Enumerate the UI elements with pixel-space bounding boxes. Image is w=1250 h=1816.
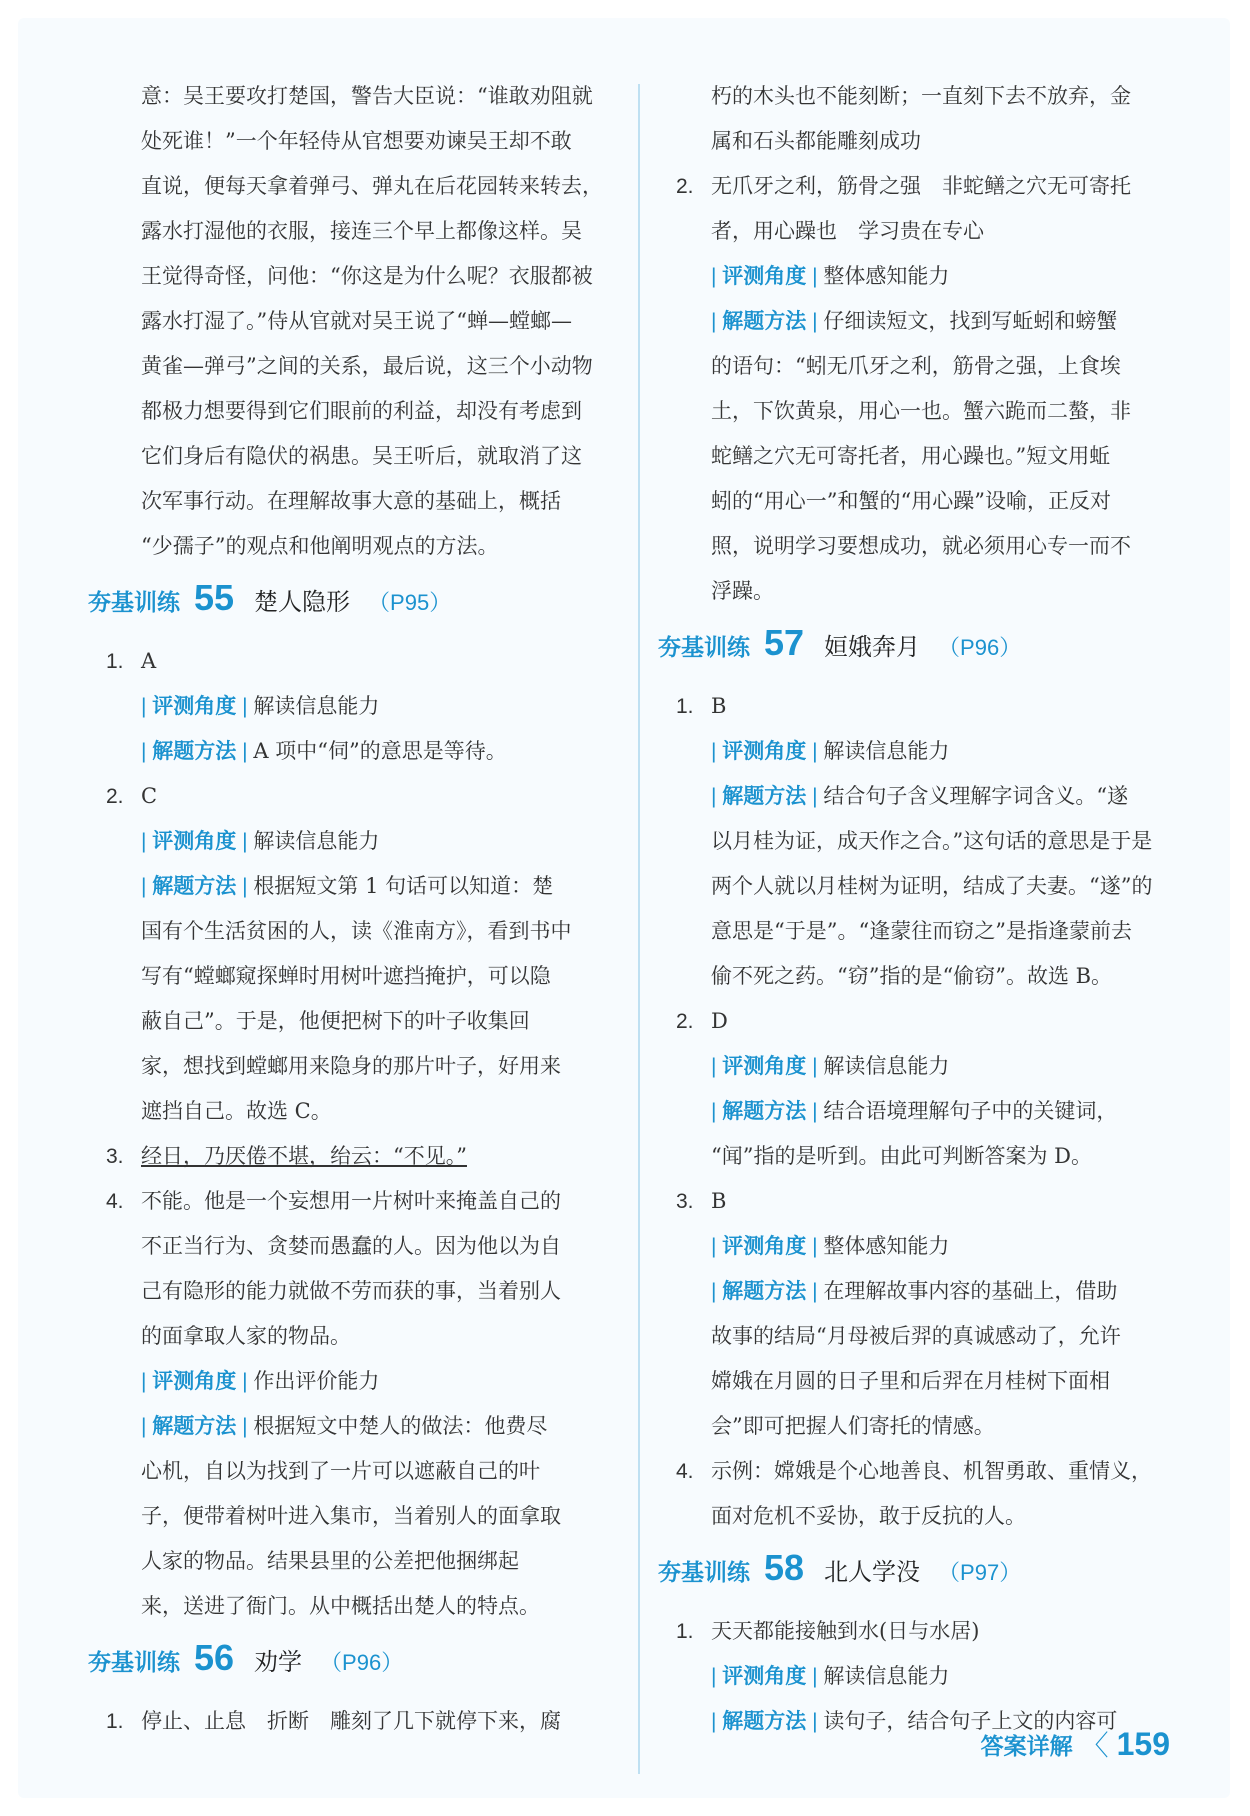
answer-item [658, 1609, 1178, 1654]
section-name: 姮娥奔月 [824, 634, 921, 661]
text-line: 露水打湿他的衣服，接连三个早上都像这样。吴 [141, 219, 582, 243]
text-line: 家，想找到螳螂用来隐身的那片叶子，好用来 [141, 1054, 561, 1078]
item-number: 4. [676, 1460, 694, 1483]
angle-text: 解读信息能力 [253, 829, 380, 853]
text-line: 露水打湿了。”侍从官就对吴王说了“蝉—螳螂— [141, 309, 572, 333]
angle-text: 整体感知能力 [823, 264, 950, 288]
angle-tag: 评测角度 [722, 1235, 807, 1258]
item-number: 4. [106, 1190, 124, 1213]
footer-label: 答案详解 [980, 1732, 1073, 1759]
section-page-ref: （P96） [938, 635, 1022, 660]
text-line: 蚓的“用心一”和蟹的“用心躁”设喻，正反对 [711, 489, 1111, 513]
text-line: 意思是“于是”。“逢蒙往而窃之”是指逢蒙前去 [711, 919, 1132, 943]
item-answer: 不能。他是一个妄想用一片树叶来掩盖自己的 [141, 1189, 561, 1213]
item-answer: 经日，乃厌倦不堪，绐云：“不见。” [141, 1144, 467, 1168]
method-line: | 解题方法 | 根据短文中楚人的做法：他费尽 [141, 1414, 548, 1438]
answer-item [658, 1179, 1178, 1224]
item-number: 3. [106, 1145, 124, 1168]
angle-text: 解读信息能力 [253, 694, 380, 718]
answer-item [658, 684, 1178, 729]
method-tag: 解题方法 [722, 1100, 807, 1123]
text-line: 面对危机不妥协，敢于反抗的人。 [711, 1504, 1026, 1528]
method-line: | 解题方法 | 结合语境理解句子中的关键词， [711, 1099, 1118, 1123]
section-name: 北人学没 [824, 1559, 921, 1586]
section-name: 劝学 [254, 1649, 303, 1676]
method-tag: 解题方法 [722, 1710, 807, 1733]
column-divider [638, 84, 640, 1774]
angle-tag: 评测角度 [152, 830, 237, 853]
page-number: 159 [1116, 1725, 1170, 1762]
item-number: 1. [676, 1620, 694, 1643]
text-line: 的面拿取人家的物品。 [141, 1324, 351, 1348]
text-line: 写有“螳螂窥探蝉时用树叶遮挡掩护，可以隐 [141, 964, 551, 988]
text-line: 次军事行动。在理解故事大意的基础上，概括 [141, 489, 561, 513]
section-title-58 [658, 1545, 1178, 1607]
method-tag: 解题方法 [152, 740, 237, 763]
method-text: A 项中“伺”的意思是等待。 [253, 739, 507, 763]
section-label: 夯基训练 [88, 589, 180, 615]
angle-line: | 评测角度 | 作出评价能力 [141, 1369, 380, 1393]
text-line: 国有个生活贫困的人，读《淮南方》，看到书中 [141, 919, 572, 943]
section-number: 55 [194, 577, 235, 618]
method-tag: 解题方法 [722, 310, 807, 333]
section-title-57 [658, 620, 1178, 682]
item-answer: A [141, 649, 157, 673]
angle-line: | 评测角度 | 解读信息能力 [711, 1054, 950, 1078]
footer-separator: 〈 [1080, 1730, 1109, 1761]
item-answer: B [711, 694, 727, 718]
angle-text: 解读信息能力 [823, 739, 950, 763]
method-line: | 解题方法 | 在理解故事内容的基础上，借助 [711, 1279, 1118, 1303]
section-label: 夯基训练 [658, 1559, 750, 1585]
method-line: | 解题方法 | 读句子，结合句子上文的内容可 [711, 1709, 1118, 1733]
text-line: 以月桂为证，成天作之合。”这句话的意思是于是 [711, 829, 1153, 853]
angle-tag: 评测角度 [722, 1665, 807, 1688]
answer-page [18, 18, 1230, 1798]
angle-tag: 评测角度 [722, 740, 807, 763]
text-line: 土，下饮黄泉，用心一也。蟹六跪而二螯，非 [711, 399, 1131, 423]
answer-item [658, 164, 1178, 209]
section-label: 夯基训练 [658, 634, 750, 660]
text-line: 子，便带着树叶进入集市，当着别人的面拿取 [141, 1504, 561, 1528]
answer-item [88, 1699, 628, 1744]
text-line: 故事的结局“月母被后羿的真诚感动了，允许 [711, 1324, 1121, 1348]
text-line: 都极力想要得到它们眼前的利益，却没有考虑到 [141, 399, 582, 423]
angle-text: 解读信息能力 [823, 1664, 950, 1688]
angle-text: 作出评价能力 [253, 1369, 380, 1393]
text-line: 它们身后有隐伏的祸患。吴王听后，就取消了这 [141, 444, 582, 468]
angle-line: | 评测角度 | 整体感知能力 [711, 264, 950, 288]
section-label: 夯基训练 [88, 1649, 180, 1675]
text-line: 来，送进了衙门。从中概括出楚人的特点。 [141, 1594, 540, 1618]
angle-tag: 评测角度 [152, 1370, 237, 1393]
answer-item [88, 639, 628, 684]
item-number: 1. [106, 650, 124, 673]
answer-item [658, 999, 1178, 1044]
section-title-56 [88, 1635, 628, 1697]
method-line: | 解题方法 | 仔细读短文，找到写蚯蚓和螃蟹 [711, 309, 1118, 333]
intro-paragraph [88, 74, 628, 569]
item-number: 2. [106, 785, 124, 808]
angle-line: | 评测角度 | 解读信息能力 [711, 1664, 950, 1688]
angle-tag: 评测角度 [152, 695, 237, 718]
text-line: 朽的木头也不能刻断；一直刻下去不放弃，金 [711, 84, 1131, 108]
angle-tag: 评测角度 [722, 1055, 807, 1078]
text-line: 两个人就以月桂树为证明，结成了夫妻。“遂”的 [711, 874, 1153, 898]
answer-item [88, 774, 628, 819]
text-line: 的语句：“蚓无爪牙之利，筋骨之强，上食埃 [711, 354, 1121, 378]
method-text: 仔细读短文，找到写蚯蚓和螃蟹 [823, 309, 1118, 333]
item-answer: 示例：嫦娥是个心地善良、机智勇敢、重情义， [711, 1459, 1152, 1483]
angle-line: | 评测角度 | 解读信息能力 [141, 694, 380, 718]
method-text: 根据短文第 1 句话可以知道：楚 [253, 874, 554, 898]
answer-item [88, 1134, 628, 1179]
answer-item [658, 1449, 1178, 1494]
text-line: 王觉得奇怪，问他：“你这是为什么呢？衣服都被 [141, 264, 593, 288]
angle-text: 解读信息能力 [823, 1054, 950, 1078]
angle-line: | 评测角度 | 解读信息能力 [141, 829, 380, 853]
section-page-ref: （P97） [938, 1560, 1022, 1585]
method-tag: 解题方法 [152, 875, 237, 898]
text-line: 属和石头都能雕刻成功 [711, 129, 921, 153]
text-line: 处死谁！”一个年轻侍从官想要劝谏吴王却不敢 [141, 129, 572, 153]
method-text: 根据短文中楚人的做法：他费尽 [253, 1414, 548, 1438]
method-text: 在理解故事内容的基础上，借助 [823, 1279, 1118, 1303]
text-line: 嫦娥在月圆的日子里和后羿在月桂树下面相 [711, 1369, 1110, 1393]
method-line: | 解题方法 | 结合句子含义理解字词含义。“遂 [711, 784, 1129, 808]
method-text: 读句子，结合句子上文的内容可 [823, 1709, 1118, 1733]
right-column [658, 74, 1178, 1744]
answer-item [88, 1179, 628, 1224]
text-line: 意：吴王要攻打楚国，警告大臣说：“谁敢劝阻就 [141, 84, 593, 108]
left-column [88, 74, 628, 1744]
method-text: 结合语境理解句子中的关键词， [823, 1099, 1118, 1123]
text-line: 偷不死之药。“窃”指的是“偷窃”。故选 B。 [711, 964, 1113, 988]
text-line: 己有隐形的能力就做不劳而获的事，当着别人 [141, 1279, 561, 1303]
text-line: 照，说明学习要想成功，就必须用心专一而不 [711, 534, 1131, 558]
page-footer [981, 1724, 1170, 1764]
text-line: 浮躁。 [711, 579, 774, 603]
section-name: 楚人隐形 [254, 589, 351, 616]
text-line: 会”即可把握人们寄托的情感。 [711, 1414, 995, 1438]
text-line: 者，用心躁也 学习贵在专心 [711, 219, 984, 243]
item-number: 3. [676, 1190, 694, 1213]
method-tag: 解题方法 [722, 1280, 807, 1303]
item-answer: D [711, 1009, 728, 1033]
item-answer: 无爪牙之利，筋骨之强 非蛇鳝之穴无可寄托 [711, 174, 1131, 198]
text-line: 直说，便每天拿着弹弓、弹丸在后花园转来转去， [141, 174, 603, 198]
item-answer: C [141, 784, 158, 808]
section-number: 56 [194, 1637, 235, 1678]
item-answer: 停止、止息 折断 雕刻了几下就停下来，腐 [141, 1709, 561, 1733]
text-line: 蛇鳝之穴无可寄托者，用心躁也。”短文用蚯 [711, 444, 1111, 468]
item-number: 2. [676, 1010, 694, 1033]
text-line: 蔽自己”。于是，他便把树下的叶子收集回 [141, 1009, 530, 1033]
text-line: “闻”指的是听到。由此可判断答案为 D。 [711, 1144, 1092, 1168]
item-number: 1. [676, 695, 694, 718]
text-line: 心机，自以为找到了一片可以遮蔽自己的叶 [141, 1459, 540, 1483]
item-answer: B [711, 1189, 727, 1213]
section-page-ref: （P95） [368, 590, 452, 615]
item-answer: 天天都能接触到水(日与水居) [711, 1619, 980, 1643]
method-line: | 解题方法 | 根据短文第 1 句话可以知道：楚 [141, 874, 554, 898]
text-line: 人家的物品。结果县里的公差把他捆绑起 [141, 1549, 519, 1573]
section-title-55 [88, 575, 628, 637]
text-line: “少孺子”的观点和他阐明观点的方法。 [141, 534, 499, 558]
section-number: 57 [764, 622, 805, 663]
angle-tag: 评测角度 [722, 265, 807, 288]
method-line: | 解题方法 | A 项中“伺”的意思是等待。 [141, 739, 507, 763]
angle-text: 整体感知能力 [823, 1234, 950, 1258]
text-line: 黄雀—弹弓”之间的关系，最后说，这三个小动物 [141, 354, 593, 378]
text-line: 不正当行为、贪婪而愚蠢的人。因为他以为自 [141, 1234, 561, 1258]
text-line: 遮挡自己。故选 C。 [141, 1099, 332, 1123]
method-tag: 解题方法 [152, 1415, 237, 1438]
item-number: 1. [106, 1710, 124, 1733]
method-tag: 解题方法 [722, 785, 807, 808]
method-text: 结合句子含义理解字词含义。“遂 [823, 784, 1129, 808]
angle-line: | 评测角度 | 解读信息能力 [711, 739, 950, 763]
item-number: 2. [676, 175, 694, 198]
angle-line: | 评测角度 | 整体感知能力 [711, 1234, 950, 1258]
section-page-ref: （P96） [320, 1650, 404, 1675]
section-number: 58 [764, 1547, 805, 1588]
